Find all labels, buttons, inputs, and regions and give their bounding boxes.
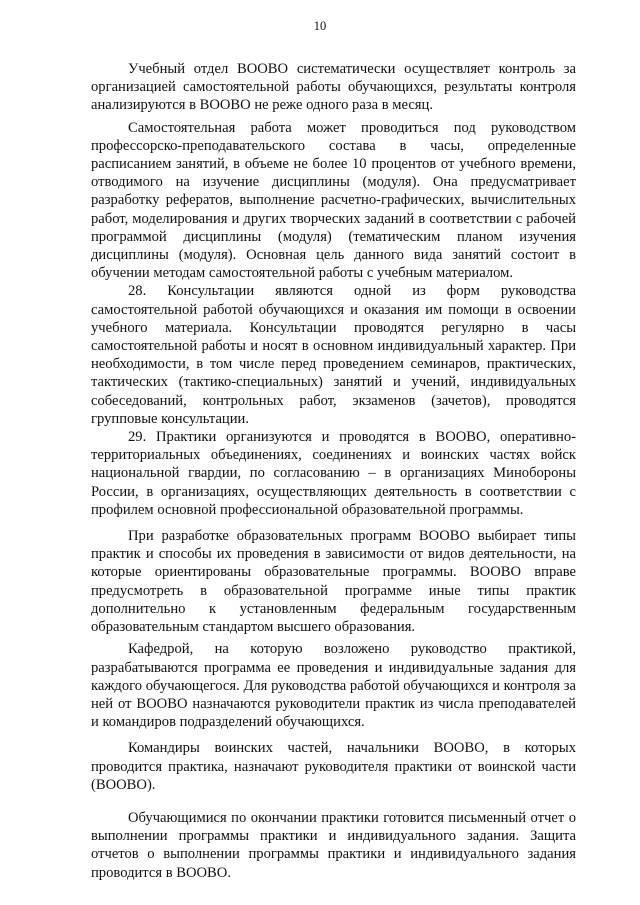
paragraph-program-development: При разработке образовательных программ ВООВО выбирает типы практик и способы их проведения в зависимости от видов деятельности, на которые ориентированы образовательные программы. ВООВО вправе предусмотреть в образовательной программе иные типы практик дополнительно к установленным федеральным государственным образовательным стандартом высшего образования. [91,528,576,636]
paragraph-commanders: Командиры воинских частей, начальники ВООВО, в которых проводится практика, назначают руководителя практики от воинской части (ВООВО). [91,740,576,793]
paragraph-29-practices: 29. Практики организуются и проводятся в ВООВО, оперативно-территориальных объединениях, соединениях и воинских частях войск национальной гвардии, по согласованию – в организациях Минобороны России, в организациях, осуществляющих деятельность в соответствии с профилем основной профессиональной образовательной программы. [91,429,576,518]
paragraph-28-consultations: 28. Консультации являются одной из форм руководства самостоятельной работой обучающихся и оказания им помощи в освоении учебного материала. Консультации проводятся регулярно в часы самостоятельной работы и носят в основном индивидуальный характер. При необходимости, в том числе перед проведением семинаров, практических, тактических (тактико-специальных) занятий и учений, индивидуальных собеседований, контрольных работ, экзаменов (зачетов), проводятся групповые консультации. [91,283,576,427]
document-body [91,60,576,882]
page-number: 10 [313,19,327,33]
paragraph-report: Обучающимися по окончании практики готовится письменный отчет о выполнении программы практики и индивидуального задания. Защита отчетов о выполнении программы практики и индивидуального задания проводится в ВООВО. [91,809,576,881]
paragraph-department: Кафедрой, на которую возложено руководство практикой, разрабатываются программа ее проведения и индивидуальные задания для каждого обучающегося. Для руководства работой обучающихся и контроля за ней от ВООВО назначаются руководители практик из числа преподавателей и командиров подразделений обучающихся. [91,641,576,731]
paragraph-independent-work: Самостоятельная работа может проводиться под руководством профессорско-преподавательского состава в часы, определенные расписанием занятий, в объеме не более 10 процентов от учебного времени, отводимого на изучение дисциплины (модуля). Она предусматривает разработку рефератов, выполнение расчетно-графических, вычислительных работ, моделирования и других творческих заданий в соответствии с рабочей программой дисциплины (модуля) (тематическим планом изучения дисциплины (модуля). Основная цель данного вида занятий состоит в обучении методам самостоятельной работы с учебным материалом. [91,119,576,282]
paragraph-control: Учебный отдел ВООВО систематически осуществляет контроль за организацией самостоятельной работы обучающихся, результаты контроля анализируются в ВООВО не реже одного раза в месяц. [91,61,576,114]
